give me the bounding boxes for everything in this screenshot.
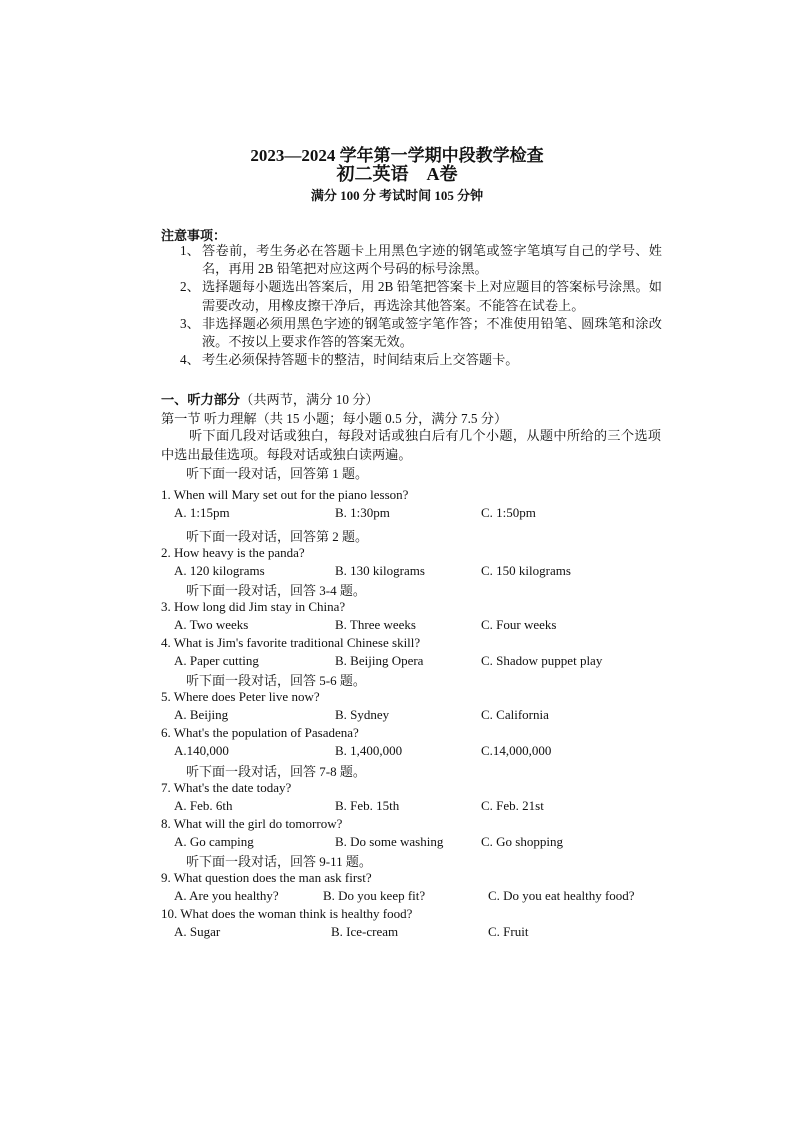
option-c: C. Feb. 21st — [481, 798, 544, 813]
option-a: A. Feb. 6th — [174, 798, 233, 813]
option-b: B. Do some washing — [335, 834, 444, 849]
option-b: B. Beijing Opera — [335, 653, 424, 668]
option-b: B. Do you keep fit? — [323, 888, 426, 903]
option-c: C. Four weeks — [481, 617, 557, 632]
subsection-heading: 第一节 听力理解（共 15 小题；每小题 0.5 分，满分 7.5 分） — [161, 411, 508, 426]
question-text: 10. What does the woman think is healthy food? — [161, 906, 413, 921]
listening-hint: 听下面一段对话，回答 5-6 题。 — [186, 673, 366, 688]
option-c: C. Shadow puppet play — [481, 653, 603, 668]
notice-item-text: 答卷前，考生务必在答题卡上用黑色字迹的钢笔或签字笔填写自己的学号、姓名，再用 2B 铅笔把对应这两个号码的标号涂黑。 — [202, 243, 662, 277]
option-b: B. 1,400,000 — [335, 743, 403, 758]
notice-item-number: 2、 — [180, 279, 200, 295]
notice-item-number: 1、 — [180, 243, 200, 258]
option-a: A. Two weeks — [174, 617, 249, 632]
notice-item — [180, 315, 662, 351]
notice-item-number: 3、 — [180, 315, 200, 331]
option-b: B. Sydney — [335, 707, 390, 722]
notice-item-text: 非选择题必须用黑色字迹的钢笔或签字笔作答；不准使用铅笔、圆珠笔和涂改液。不按以上要求作答的答案无效。 — [202, 315, 662, 350]
question-text: 6. What's the population of Pasadena? — [161, 725, 359, 740]
option-a: A.140,000 — [174, 743, 229, 758]
question-text: 8. What will the girl do tomorrow? — [161, 816, 343, 831]
option-a: A. Are you healthy? — [174, 888, 279, 903]
option-b: B. Three weeks — [335, 617, 416, 632]
section-heading — [161, 389, 379, 408]
notice-item-number: 4、 — [180, 352, 200, 368]
option-c: C.14,000,000 — [481, 743, 552, 758]
option-b: B. 1:30pm — [335, 505, 390, 520]
question-text: 9. What question does the man ask first? — [161, 870, 372, 885]
option-a: A. 120 kilograms — [174, 563, 265, 578]
listening-hint: 听下面一段对话，回答第 2 题。 — [186, 529, 369, 544]
option-a: A. Beijing — [174, 707, 229, 722]
question-text: 7. What's the date today? — [161, 780, 292, 795]
notice-item — [180, 242, 662, 278]
notice-item-text: 选择题每小题选出答案后，用 2B 铅笔把答案卡上对应题目的答案标号涂黑。如需要改动，用橡皮擦干净后，再选涂其他答案。不能答在试卷上。 — [202, 279, 662, 313]
notice-list — [180, 242, 662, 369]
exam-score-time: 满分 100 分 考试时间 105 分钟 — [310, 188, 484, 203]
notice-item — [180, 351, 662, 369]
question-text: 1. When will Mary set out for the piano lesson? — [161, 487, 409, 502]
notice-item-text: 考生必须保持答题卡的整洁，时间结束后上交答题卡。 — [202, 352, 519, 368]
option-a: A. Paper cutting — [174, 653, 259, 668]
option-a: A. Go camping — [174, 834, 254, 849]
listening-hint: 听下面一段对话，回答第 1 题。 — [186, 466, 369, 481]
exam-title: 2023—2024 学年第一学期中段教学检查 — [250, 146, 544, 165]
listening-hint: 听下面一段对话，回答 9-11 题。 — [186, 854, 372, 869]
option-b: B. Feb. 15th — [335, 798, 400, 813]
option-c: C. 1:50pm — [481, 505, 536, 520]
question-text: 3. How long did Jim stay in China? — [161, 599, 346, 614]
section-instruction: 听下面几段对话或独白，每段对话或独白后有几个小题，从题中所给的三个选项中选出最佳选项。每段对话或独白读两遍。 — [161, 428, 661, 462]
question-text: 2. How heavy is the panda? — [161, 545, 305, 560]
option-a: A. Sugar — [174, 924, 221, 939]
listening-hint: 听下面一段对话，回答 3-4 题。 — [186, 583, 366, 598]
section-note: （共两节，满分 10 分） — [240, 392, 379, 407]
option-c: C. Fruit — [488, 924, 529, 939]
option-c: C. Go shopping — [481, 834, 563, 849]
option-c: C. Do you eat healthy food? — [488, 888, 635, 903]
option-c: C. 150 kilograms — [481, 563, 571, 578]
question-text: 4. What is Jim's favorite traditional Chinese skill? — [161, 635, 421, 650]
notice-heading: 注意事项： — [161, 228, 227, 243]
question-text: 5. Where does Peter live now? — [161, 689, 320, 704]
option-b: B. Ice-cream — [331, 924, 399, 939]
option-a: A. 1:15pm — [174, 505, 230, 520]
listening-hint: 听下面一段对话，回答 7-8 题。 — [186, 764, 366, 779]
exam-subject: 初二英语 A卷 — [336, 164, 458, 184]
option-c: C. California — [481, 707, 549, 722]
section-title: 一、听力部分 — [161, 392, 241, 407]
option-b: B. 130 kilograms — [335, 563, 425, 578]
notice-item — [180, 278, 662, 314]
